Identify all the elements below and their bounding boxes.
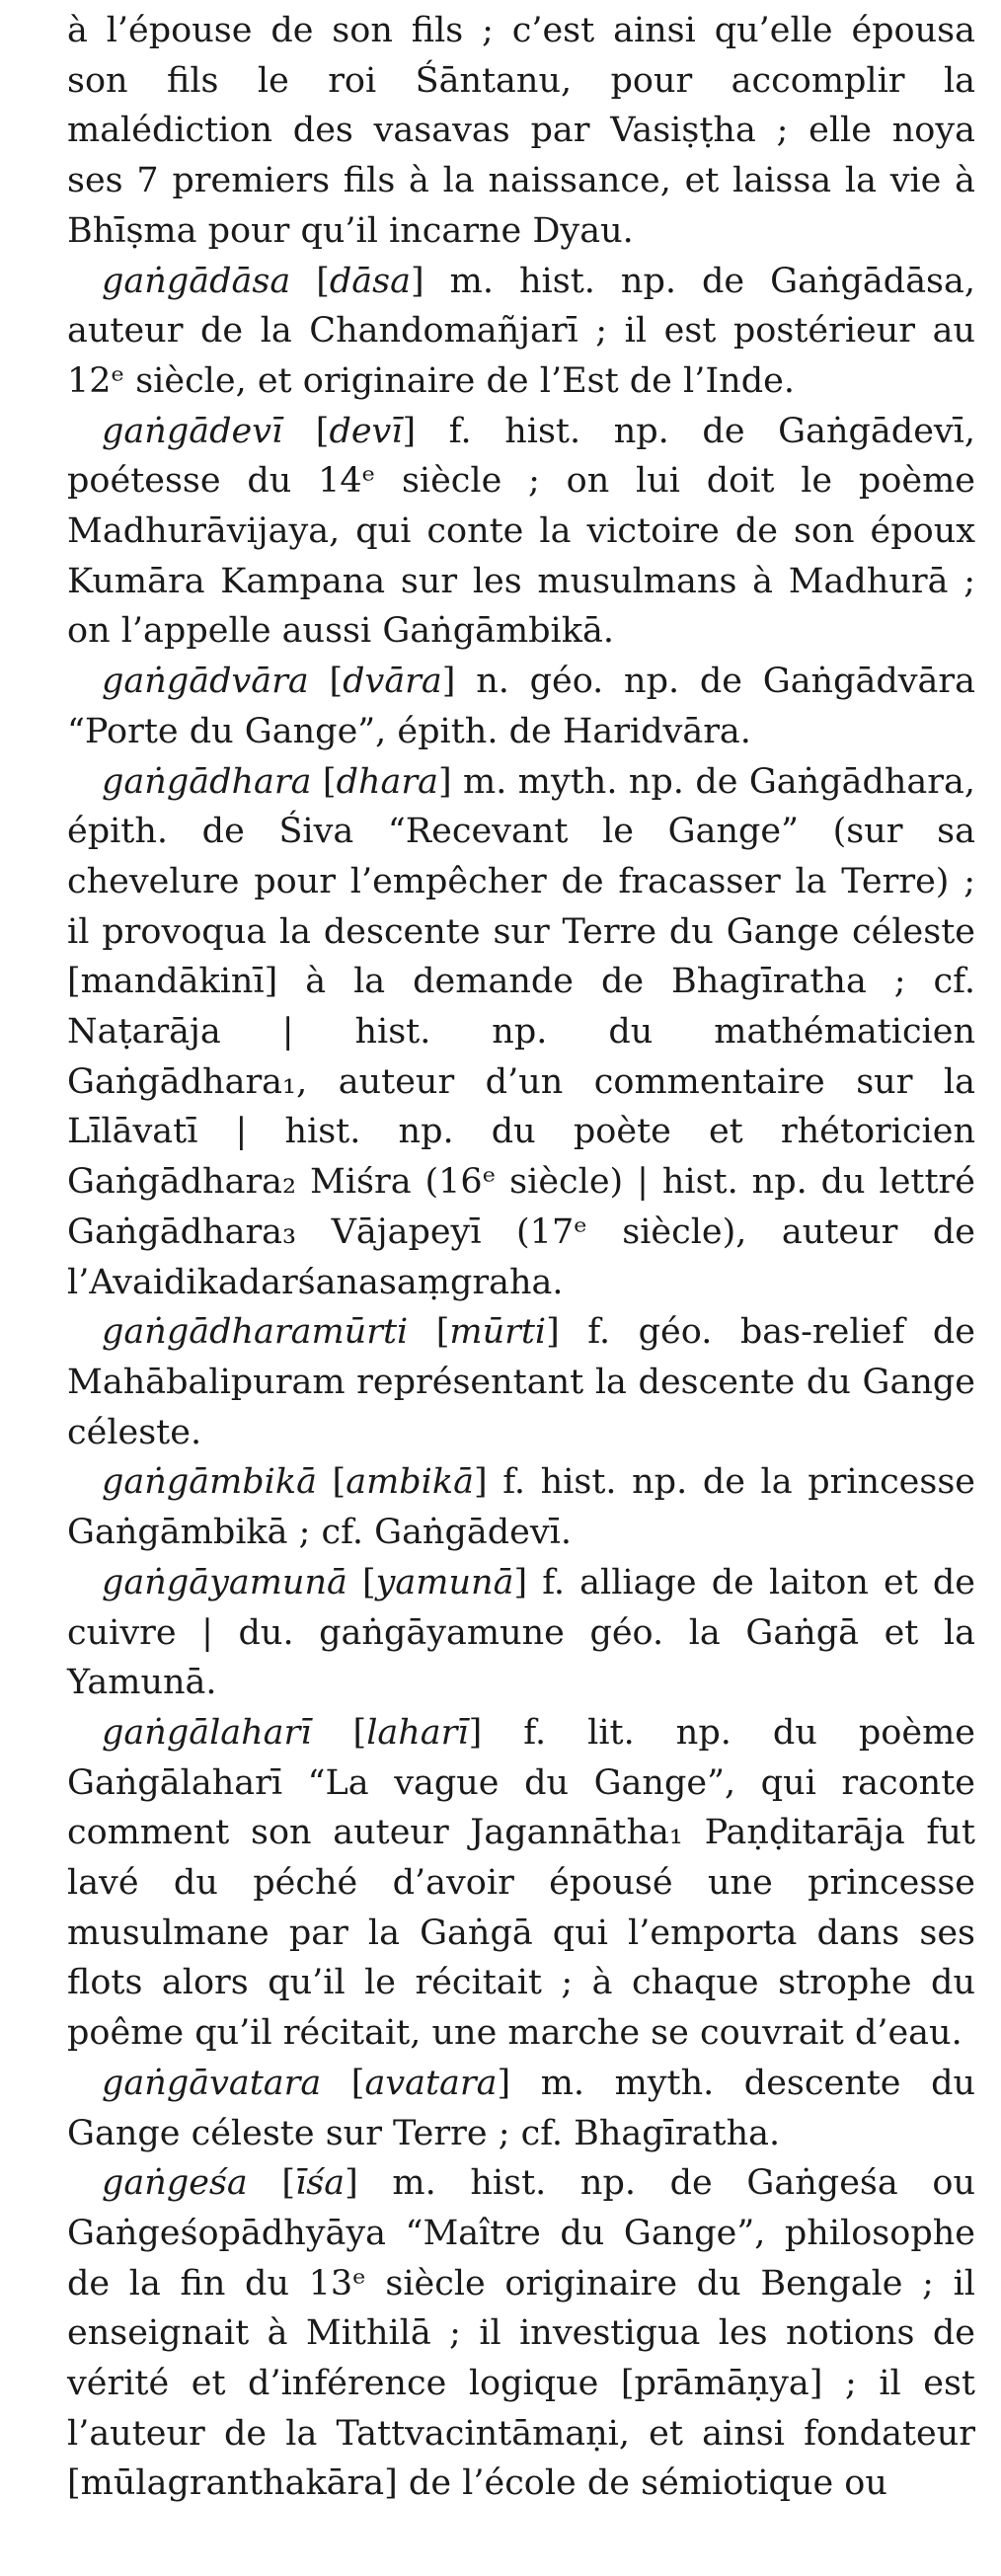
entry-root: yamunā — [375, 1562, 514, 1602]
entry-root: avatara — [364, 2063, 498, 2103]
entry-headword: gaṅgādharamūrti — [102, 1312, 409, 1353]
entry-body: m. hist. np. de Gaṅgeśa ou Gaṅgeśopādhyāya “Maître du Gange”, philosophe de la fin du 13ᵉ siècle originaire du Bengale ; il enseignait à Mithilā ; il investigua les notions de vérité et d’inférence logique [prāmāṇya] ; il est l’auteur de la Tattvacintāmaṇi, et ainsi fondateur [mūlagranthakāra] de l’école de sémiotique ou — [67, 2163, 976, 2504]
entry-gangadvara: gaṅgādvāra [dvāra] n. géo. np. de Gaṅgādvāra “Porte du Gange”, épith. de Haridvāra. — [67, 662, 976, 751]
entry-root: dvāra — [343, 662, 442, 702]
entry-body: f. hist. np. de Gaṅgādevī, poétesse du 14ᵉ siècle ; on lui doit le poème Madhurāvijaya, qui conte la victoire de son époux Kumāra Kampana sur les musulmans à Madhurā ; on l’appelle aussi Gaṅgāmbikā. — [67, 411, 975, 652]
entry-gangambika: gaṅgāmbikā [ambikā] f. hist. np. de la princesse Gaṅgāmbikā ; cf. Gaṅgādevī. — [67, 1462, 976, 1553]
entry-root: ambikā — [346, 1462, 474, 1503]
entry-gangadasa: gaṅgādāsa [dāsa] m. hist. np. de Gaṅgādāsa, auteur de la Chandomañjarī ; il est postérieur au 12ᵉ siècle, et originaire de l’Est de l’Inde. — [67, 261, 976, 401]
entry-body: f. géo. bas-relief de Mahābalipuram représentant la descente du Gange céleste. — [67, 1312, 976, 1452]
entry-gangavatara: gaṅgāvatara [avatara] m. myth. descente du Gange céleste sur Terre ; cf. Bhagīratha. — [67, 2063, 976, 2153]
entry-body: f. alliage de laiton et de cuivre | du. gaṅgāyamune géo. la Gaṅgā et la Yamunā. — [67, 1562, 976, 1703]
entry-root: īśa — [295, 2163, 346, 2204]
entry-headword: gaṅgāmbikā — [102, 1462, 317, 1503]
entry-gangalahari: gaṅgālaharī [laharī] f. lit. np. du poème Gaṅgālaharī “La vague du Gange”, qui raconte comment son auteur Jagannātha₁ Paṇḍitarāja fut lavé du péché d’avoir épousé une princesse musulmane par la Gaṅgā qui l’emporta dans ses flots alors qu’il le récitait ; à chaque strophe du poême qu’il récitait, une marche se couvrait d’eau. — [67, 1712, 975, 2054]
entry-body: f. hist. np. de la princesse Gaṅgāmbikā ; cf. Gaṅgādevī. — [67, 1462, 976, 1553]
entry-headword: gaṅgāyamunā — [102, 1562, 347, 1602]
entry-gangadevi: gaṅgādevī [devī] f. hist. np. de Gaṅgādevī, poétesse du 14ᵉ siècle ; on lui doit le poème Madhurāvijaya, qui conte la victoire de son époux Kumāra Kampana sur les musulmans à Madhurā ; on l’appelle aussi Gaṅgāmbikā. — [67, 411, 975, 652]
entry-headword: gaṅgeśa — [102, 2163, 248, 2204]
entry-root: dhara — [336, 761, 438, 802]
entry-gangadharamurti: gaṅgādharamūrti [mūrti] f. géo. bas-relief de Mahābalipuram représentant la descente du Gange céleste. — [67, 1312, 976, 1452]
entry-gangesa: gaṅgeśa [īśa] m. hist. np. de Gaṅgeśa ou Gaṅgeśopādhyāya “Maître du Gange”, philosophe de la fin du 13ᵉ siècle originaire du Bengale ; il enseignait à Mithilā ; il investigua les notions de vérité et d’inférence logique [prāmāṇya] ; il est l’auteur de la Tattvacintāmaṇi, et ainsi fondateur [mūlagranthakāra] de l’école de sémiotique ou — [67, 2163, 976, 2504]
entry-headword: gaṅgādāsa — [102, 261, 291, 301]
entry-headword: gaṅgāvatara — [102, 2063, 322, 2103]
entry-continuation — [67, 6, 975, 257]
entry-gangayamuna: gaṅgāyamunā [yamunā] f. alliage de laiton et de cuivre | du. gaṅgāyamune géo. la Gaṅgā et la Yamunā. — [67, 1562, 976, 1703]
entry-root: devī — [329, 411, 403, 451]
entry-body: f. lit. np. du poème Gaṅgālaharī “La vague du Gange”, qui raconte comment son auteur Jagannātha₁ Paṇḍitarāja fut lavé du péché d’avoir épousé une princesse musulmane par la Gaṅgā qui l’emporta dans ses flots alors qu’il le récitait ; à chaque strophe du poême qu’il récitait, une marche se couvrait d’eau. — [67, 1712, 975, 2054]
entry-root: dāsa — [329, 261, 411, 301]
entry-body: n. géo. np. de Gaṅgādvāra “Porte du Gange”, épith. de Haridvāra. — [67, 662, 976, 751]
entry-body: m. myth. np. de Gaṅgādhara, épith. de Śiva “Recevant le Gange” (sur sa chevelure pour l’empêcher de fracasser la Terre) ; il provoqua la descente sur Terre du Gange céleste [mandākinī] à la demande de Bhagīratha ; cf. Naṭarāja | hist. np. du mathématicien Gaṅgādhara₁, auteur d’un commentaire sur la Līlāvatī | hist. np. du poète et rhétoricien Gaṅgādhara₂ Miśra (16ᵉ siècle) | hist. np. du lettré Gaṅgādhara₃ Vājapeyī (17ᵉ siècle), auteur de l’Avaidikadarśanasaṃgraha. — [67, 761, 976, 1302]
entry-gangadhara: gaṅgādhara [dhara] m. myth. np. de Gaṅgādhara, épith. de Śiva “Recevant le Gange” (sur sa chevelure pour l’empêcher de fracasser la Terre) ; il provoqua la descente sur Terre du Gange céleste [mandākinī] à la demande de Bhagīratha ; cf. Naṭarāja | hist. np. du mathématicien Gaṅgādhara₁, auteur d’un commentaire sur la Līlāvatī | hist. np. du poète et rhétoricien Gaṅgādhara₂ Miśra (16ᵉ siècle) | hist. np. du lettré Gaṅgādhara₃ Vājapeyī (17ᵉ siècle), auteur de l’Avaidikadarśanasaṃgraha. — [67, 761, 976, 1302]
entry-body: m. myth. descente du Gange céleste sur Terre ; cf. Bhagīratha. — [67, 2063, 976, 2153]
entry-headword: gaṅgādvāra — [102, 662, 309, 702]
entry-headword: gaṅgādhara — [102, 761, 312, 802]
entry-root: mūrti — [449, 1312, 547, 1353]
entry-body: m. hist. np. de Gaṅgādāsa, auteur de la Chandomañjarī ; il est postérieur au 12ᵉ siècle, et originaire de l’Est de l’Inde. — [67, 261, 976, 401]
entry-headword: gaṅgādevī — [102, 411, 283, 451]
entry-headword: gaṅgālaharī — [102, 1712, 312, 1753]
entry-root: laharī — [366, 1712, 469, 1753]
entry-body: à l’épouse de son fils ; c’est ainsi qu’elle épousa son fils le roi Śāntanu, pour accomplir la malédiction des vasavas par Vasiṣṭha ; elle noya ses 7 premiers fils à la naissance, et laissa la vie à Bhīṣma pour qu’il incarne Dyau. — [67, 11, 975, 251]
